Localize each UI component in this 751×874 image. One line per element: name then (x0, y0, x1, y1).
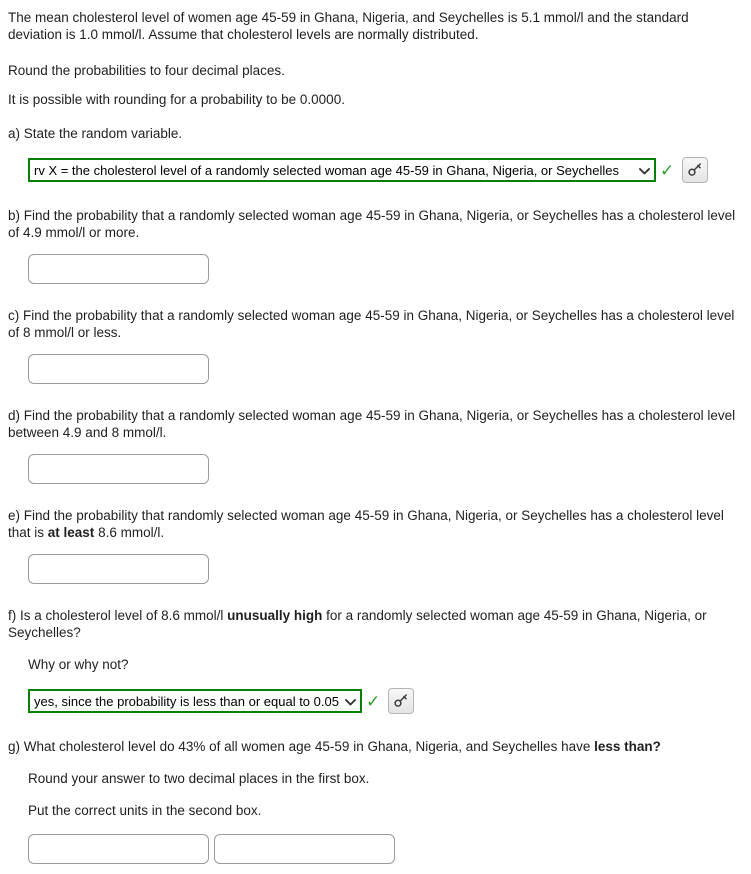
random-variable-select[interactable] (28, 158, 656, 182)
part-b-answer-row (28, 254, 743, 284)
part-f-prompt: f) Is a cholesterol level of 8.6 mmol/l unusually high for a randomly selected woman age 45-59 in Ghana, Nigeria, or Seychelles? (8, 608, 707, 640)
part-g-answer-row (28, 834, 743, 864)
part-f-answer-row (28, 688, 743, 714)
part-e-answer-input[interactable] (28, 554, 209, 584)
zero-probability-note: It is possible with rounding for a probability to be 0.0000. (8, 92, 345, 107)
part-g-round-note: Round your answer to two decimal places in the first box. (28, 771, 370, 786)
part-g-units-note: Put the correct units in the second box. (28, 803, 262, 818)
part-e (8, 507, 743, 584)
chevron-down-icon (345, 693, 356, 710)
part-a-answer-row (28, 157, 743, 183)
part-b-prompt: b) Find the probability that a randomly selected woman age 45-59 in Ghana, Nigeria, or Seychelles has a cholesterol level of 4.9 mmol/l or more. (8, 208, 736, 240)
part-g-prompt: g) What cholesterol level do 43% of all women age 45-59 in Ghana, Nigeria, and Seychelles have less than? (8, 739, 661, 754)
answer-key-button[interactable] (682, 157, 708, 183)
part-b-answer-input[interactable] (28, 254, 209, 284)
part-c (8, 307, 743, 384)
part-d (8, 407, 743, 484)
part-g (8, 738, 743, 864)
answer-key-icon (393, 692, 409, 711)
correct-checkmark-icon: ✓ (660, 160, 675, 180)
part-g-answer-input[interactable] (28, 834, 209, 864)
part-b (8, 207, 743, 284)
why-or-why-not-select[interactable] (28, 689, 362, 713)
part-a (8, 125, 743, 183)
correct-checkmark-icon: ✓ (366, 691, 381, 711)
why-or-why-not-select-value: yes, since the probability is less than or equal to 0.05 (34, 693, 339, 709)
part-d-answer-input[interactable] (28, 454, 209, 484)
part-a-prompt: a) State the random variable. (8, 126, 183, 141)
answer-key-button[interactable] (388, 688, 414, 714)
part-c-prompt: c) Find the probability that a randomly selected woman age 45-59 in Ghana, Nigeria, or Seychelles has a cholesterol level of 8 mmol/l or less. (8, 308, 735, 340)
part-d-answer-row (28, 454, 743, 484)
rounding-note: Round the probabilities to four decimal places. (8, 63, 285, 78)
part-f-why-prompt: Why or why not? (28, 657, 129, 672)
part-g-units-input[interactable] (214, 834, 395, 864)
random-variable-select-value: rv X = the cholesterol level of a randomly selected woman age 45-59 in Ghana, Nigeria, or Seychelles (34, 162, 619, 178)
part-c-answer-row (28, 354, 743, 384)
part-f (8, 607, 743, 714)
part-d-prompt: d) Find the probability that a randomly selected woman age 45-59 in Ghana, Nigeria, or Seychelles has a cholesterol level between 4.9 and 8 mmol/l. (8, 408, 736, 440)
part-e-prompt: e) Find the probability that randomly selected woman age 45-59 in Ghana, Nigeria, or Seychelles has a cholesterol level that is at least 8.6 mmol/l. (8, 508, 724, 540)
intro-paragraph: The mean cholesterol level of women age 45-59 in Ghana, Nigeria, and Seychelles is 5.1 mmol/l and the standard deviation is 1.0 mmol/l. Assume that cholesterol levels are normally distributed. (8, 10, 689, 42)
chevron-down-icon (639, 162, 650, 179)
part-e-answer-row (28, 554, 743, 584)
part-c-answer-input[interactable] (28, 354, 209, 384)
answer-key-icon (687, 161, 703, 180)
